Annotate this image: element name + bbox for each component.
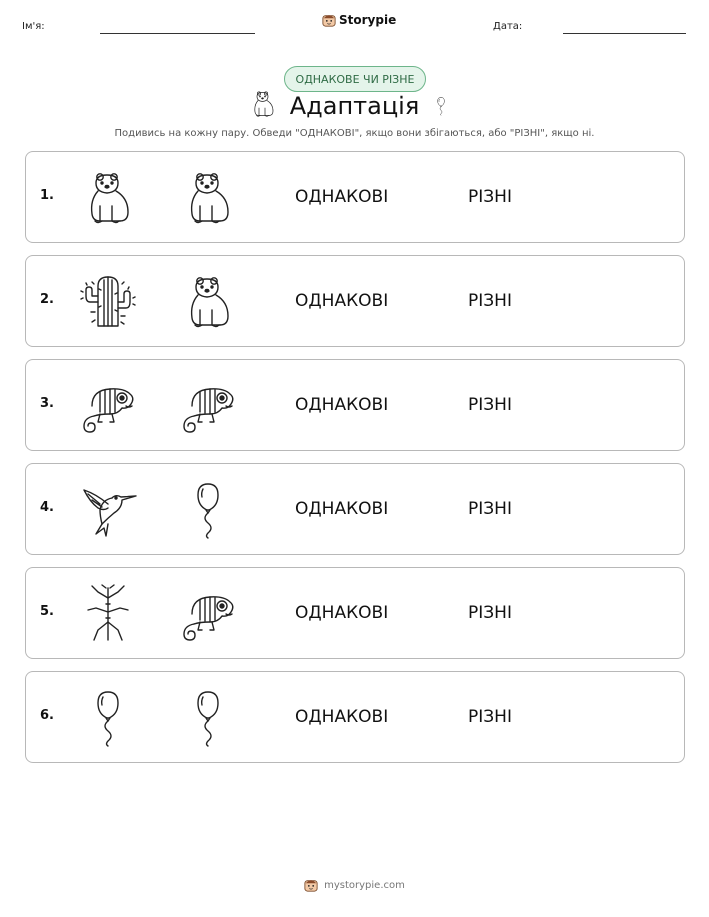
instructions: Подивись на кожну пару. Обведи "ОДНАКОВІ", якщо вони збігаються, або "РІЗНІ", якщо ні. [114, 128, 595, 139]
cactus-icon [78, 272, 138, 332]
question-row-3 [25, 359, 685, 451]
polar-bear-icon [178, 272, 238, 332]
question-number: 2. [40, 292, 54, 307]
option-different[interactable]: РІЗНІ [468, 603, 512, 623]
question-number: 6. [40, 708, 54, 723]
balloon-icon [178, 480, 238, 540]
question-row-5 [25, 567, 685, 659]
brand-logo [322, 13, 396, 27]
question-number: 5. [40, 604, 54, 619]
question-number: 1. [40, 188, 54, 203]
option-same[interactable]: ОДНАКОВІ [295, 707, 389, 727]
balloon-icon [178, 688, 238, 748]
option-same[interactable]: ОДНАКОВІ [295, 499, 389, 519]
question-number: 3. [40, 396, 54, 411]
question-row-1 [25, 151, 685, 243]
option-different[interactable]: РІЗНІ [468, 187, 512, 207]
date-label: Дата: [493, 21, 523, 32]
option-same[interactable]: ОДНАКОВІ [295, 291, 389, 311]
balloon-icon [78, 688, 138, 748]
name-label: Ім'я: [22, 21, 45, 32]
question-row-4 [25, 463, 685, 555]
page-title: Адаптація [289, 92, 420, 120]
chameleon-icon [178, 584, 238, 644]
storypie-face-icon [304, 878, 318, 892]
question-number: 4. [40, 500, 54, 515]
footer [0, 878, 709, 892]
stick-insect-icon [78, 584, 138, 644]
chameleon-icon [178, 376, 238, 436]
option-same[interactable]: ОДНАКОВІ [295, 603, 389, 623]
name-field[interactable] [100, 33, 255, 34]
question-row-2 [25, 255, 685, 347]
hummingbird-icon [78, 480, 138, 540]
polar-bear-icon [78, 168, 138, 228]
polar-bear-icon [178, 168, 238, 228]
chameleon-icon [78, 376, 138, 436]
date-field[interactable] [563, 33, 686, 34]
option-different[interactable]: РІЗНІ [468, 499, 512, 519]
option-same[interactable]: ОДНАКОВІ [295, 395, 389, 415]
option-different[interactable]: РІЗНІ [468, 291, 512, 311]
balloon-icon [436, 91, 456, 121]
footer-site: mystorypie.com [324, 879, 405, 891]
option-different[interactable]: РІЗНІ [468, 707, 512, 727]
brand-name: Storypie [339, 13, 397, 27]
option-same[interactable]: ОДНАКОВІ [295, 187, 389, 207]
worksheet-type-badge: ОДНАКОВЕ ЧИ РІЗНЕ [284, 66, 426, 92]
question-row-6 [25, 671, 685, 763]
storypie-face-icon [322, 13, 336, 27]
option-different[interactable]: РІЗНІ [468, 395, 512, 415]
